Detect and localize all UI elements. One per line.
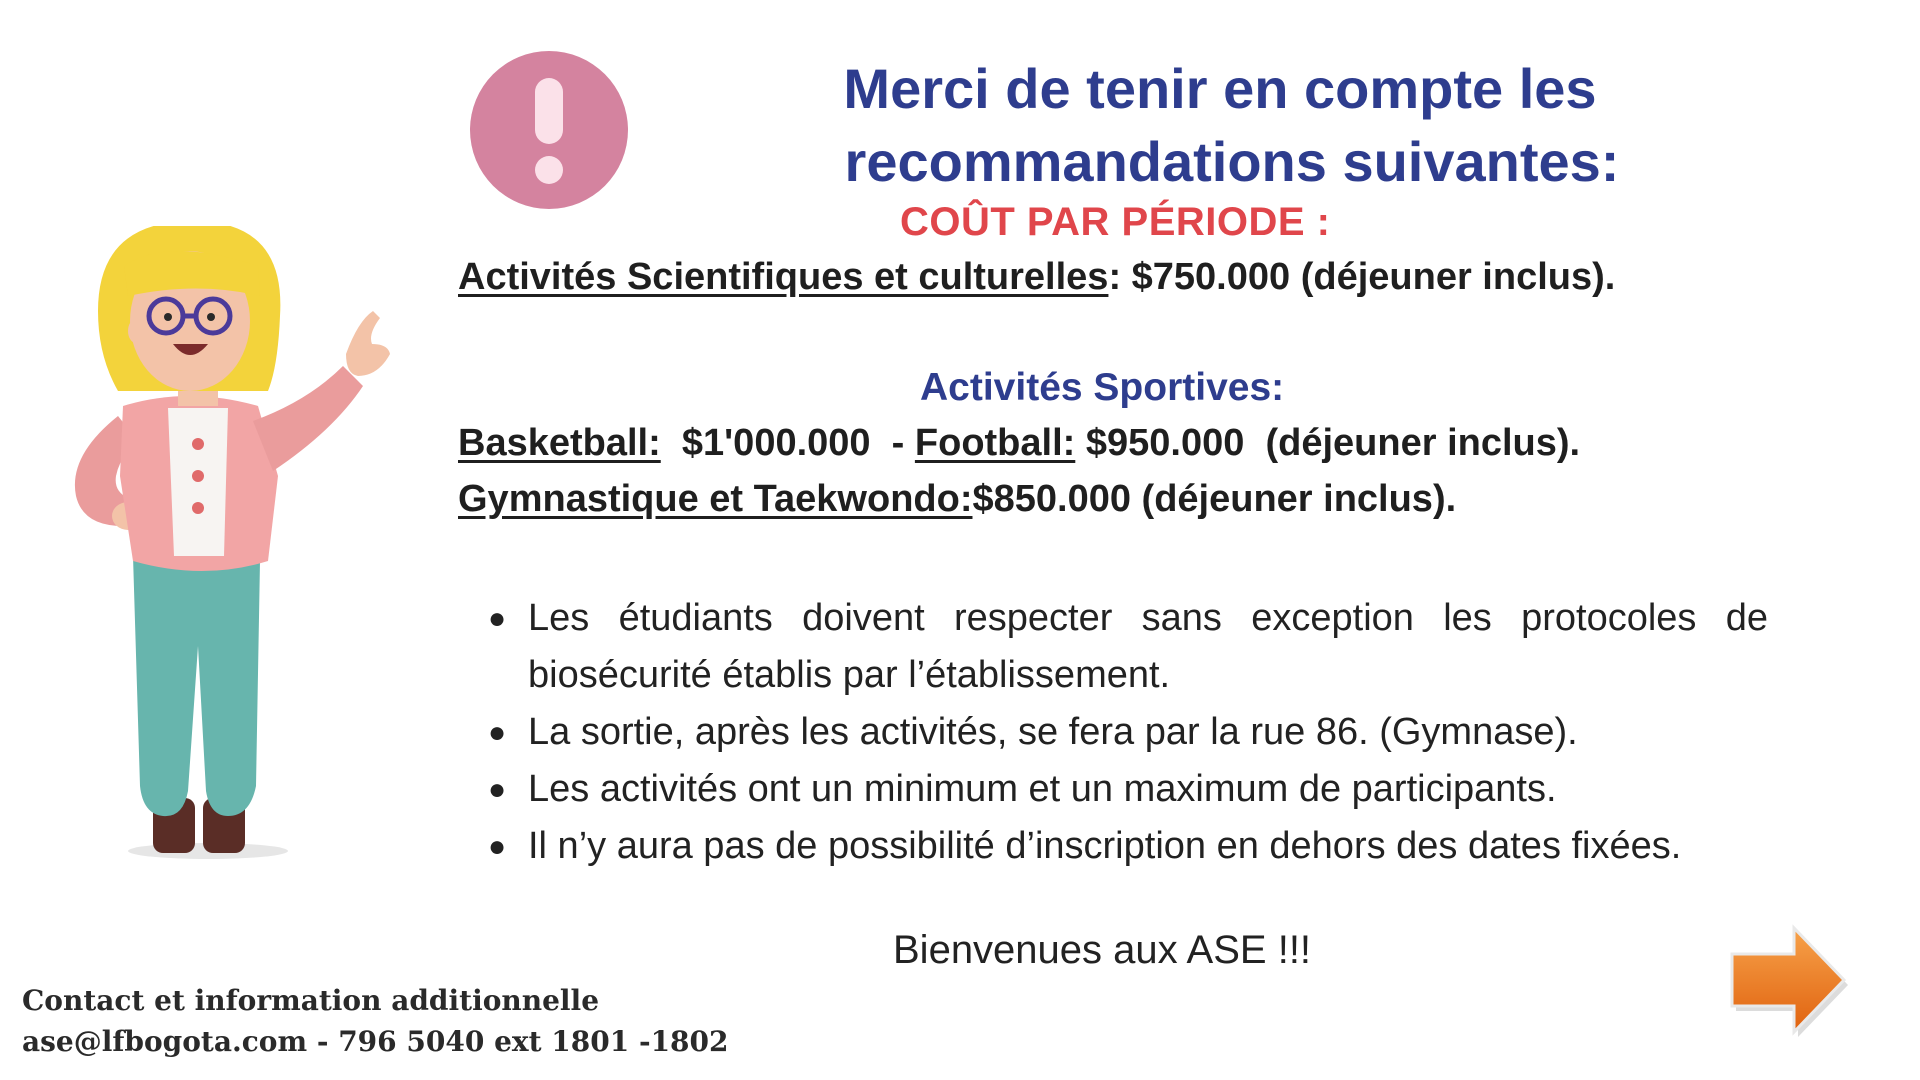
cost-heading: COÛT PAR PÉRIODE : bbox=[900, 200, 1331, 244]
sports-price-line bbox=[458, 422, 1580, 465]
page-title-line-2: recommandations suivantes: bbox=[844, 130, 1620, 193]
page-title-line-1: Merci de tenir en compte les bbox=[843, 57, 1597, 120]
welcome-message: Bienvenues aux ASE !!! bbox=[893, 928, 1312, 972]
bullet-icon: ● bbox=[488, 830, 507, 863]
football-note: (déjeuner inclus). bbox=[1265, 422, 1581, 464]
sports-heading: Activités Sportives: bbox=[920, 366, 1285, 409]
gym-value: $850.000 (déjeuner inclus). bbox=[972, 478, 1457, 520]
list-item: ● Les étudiants doivent respecter sans exception les protocoles de biosécurité établis par l’établissement. bbox=[488, 590, 1768, 704]
basketball-value: $1'000.000 bbox=[681, 422, 871, 464]
separator: - bbox=[891, 422, 905, 464]
contact-details: ase@lfbogota.com - 796 5040 ext 1801 -1802 bbox=[22, 1025, 729, 1058]
contact-title: Contact et information additionnelle bbox=[22, 984, 600, 1017]
science-price-line bbox=[458, 256, 1615, 299]
list-item: ● La sortie, après les activités, se fera par la rue 86. (Gymnase). bbox=[488, 704, 1768, 761]
football-value: $950.000 bbox=[1085, 422, 1245, 464]
exclamation-dot bbox=[535, 156, 563, 184]
recommendations-list bbox=[488, 590, 1768, 875]
teacher-character-illustration bbox=[28, 226, 428, 866]
science-value: : $750.000 (déjeuner inclus). bbox=[1108, 256, 1616, 298]
gym-price-line bbox=[458, 478, 1456, 521]
science-label: Activités Scientifiques et culturelles bbox=[458, 256, 1109, 298]
basketball-label: Basketball: bbox=[458, 422, 661, 464]
exclamation-bar bbox=[535, 78, 563, 144]
bullet-icon: ● bbox=[488, 716, 507, 749]
bullet-icon: ● bbox=[488, 773, 507, 806]
football-label: Football: bbox=[914, 422, 1076, 464]
bullet-icon: ● bbox=[488, 602, 507, 635]
arrow-right-icon[interactable] bbox=[1726, 922, 1850, 1040]
gym-label: Gymnastique et Taekwondo: bbox=[458, 478, 973, 520]
list-item: ● Il n’y aura pas de possibilité d’inscription en dehors des dates fixées. bbox=[488, 818, 1768, 875]
list-item: ● Les activités ont un minimum et un maximum de participants. bbox=[488, 761, 1768, 818]
